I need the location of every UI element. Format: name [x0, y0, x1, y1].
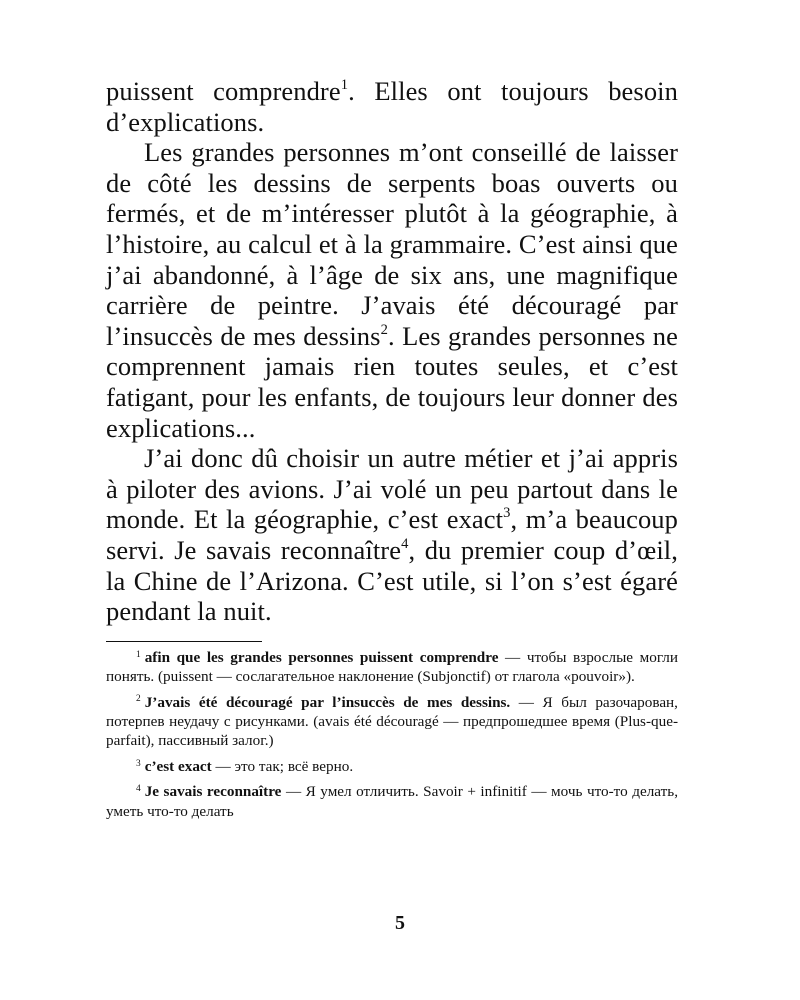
footnote-ref-2: 2 [380, 321, 388, 338]
footnote-ref-4: 4 [401, 535, 409, 552]
footnote-divider [106, 641, 262, 642]
footnote-ref-3: 3 [503, 505, 511, 522]
footnote-3 [106, 757, 678, 776]
footnote-text: — Я умел отличить. Savoir + infinitif — мочь что-то делать, уметь что-то делать [106, 783, 678, 820]
paragraph-text: Les grandes personnes m’ont conseillé de laisser de côté les dessins de serpents boas ouverts ou fermés, et de m’intéresser plutôt à la géographie, à l’histoire, au calcul et à la grammaire. C’est ainsi que j’ai abandonné, à l’âge de six ans, une magnifique carrière de peintre. J’avais été découragé par l’insuccès de mes dessins [106, 137, 678, 351]
footnote-1 [106, 648, 678, 687]
footnote-ref-1: 1 [340, 77, 349, 94]
footnote-number: 3 [136, 758, 141, 769]
paragraph-text: . Elles ont toujours besoin d’explications. [106, 76, 678, 137]
footnote-term: J’avais été découragé par l’insuccès de mes dessins. [144, 693, 511, 711]
footnote-2 [106, 693, 678, 751]
page-content [106, 76, 678, 827]
paragraph-3 [106, 443, 678, 627]
footnote-term: Je savais reconnaître [144, 783, 282, 801]
footnote-text: — чтобы взрослые могли понять. (puissent — сослагательное наклонение (Subjonctif) от глагола «pouvoir»). [106, 648, 678, 686]
footnote-number: 1 [136, 649, 141, 660]
page-number: 5 [395, 912, 405, 934]
footnote-number: 4 [136, 783, 141, 794]
paragraph-text: , du premier coup d’œil, la Chine de l’Arizona. C’est utile, si l’on s’est égaré pendant la nuit. [106, 534, 678, 627]
paragraph-1 [106, 76, 678, 137]
paragraph-text: J’ai donc dû choisir un autre métier et j’ai appris à piloter des avions. J’ai volé un peu partout dans le monde. Et la géographie, c’est exact [106, 443, 678, 535]
main-text [106, 76, 678, 627]
paragraph-text: puissent comprendre [106, 76, 341, 106]
footnote-text: — Я был разочарован, потерпев неудачу с рисунками. (avais été découragé — предпрошедшее время (Plus-que-parfait), пассивный залог.) [106, 693, 678, 750]
paragraph-text: , m’a beaucoup servi. Je savais reconnaître [106, 504, 679, 565]
footnote-number: 2 [136, 694, 141, 705]
paragraph-2 [106, 137, 678, 443]
footnote-text: — это так; всё верно. [211, 757, 354, 775]
paragraph-text: . Les grandes personnes ne comprennent jamais rien toutes seules, et c’est fatigant, pour les enfants, de toujours leur donner des explications... [106, 320, 678, 443]
footnote-term: afin que les grandes personnes puissent comprendre [144, 648, 499, 666]
footnote-4 [106, 782, 678, 821]
footnotes [106, 648, 678, 821]
footnote-term: c’est exact [144, 757, 212, 775]
